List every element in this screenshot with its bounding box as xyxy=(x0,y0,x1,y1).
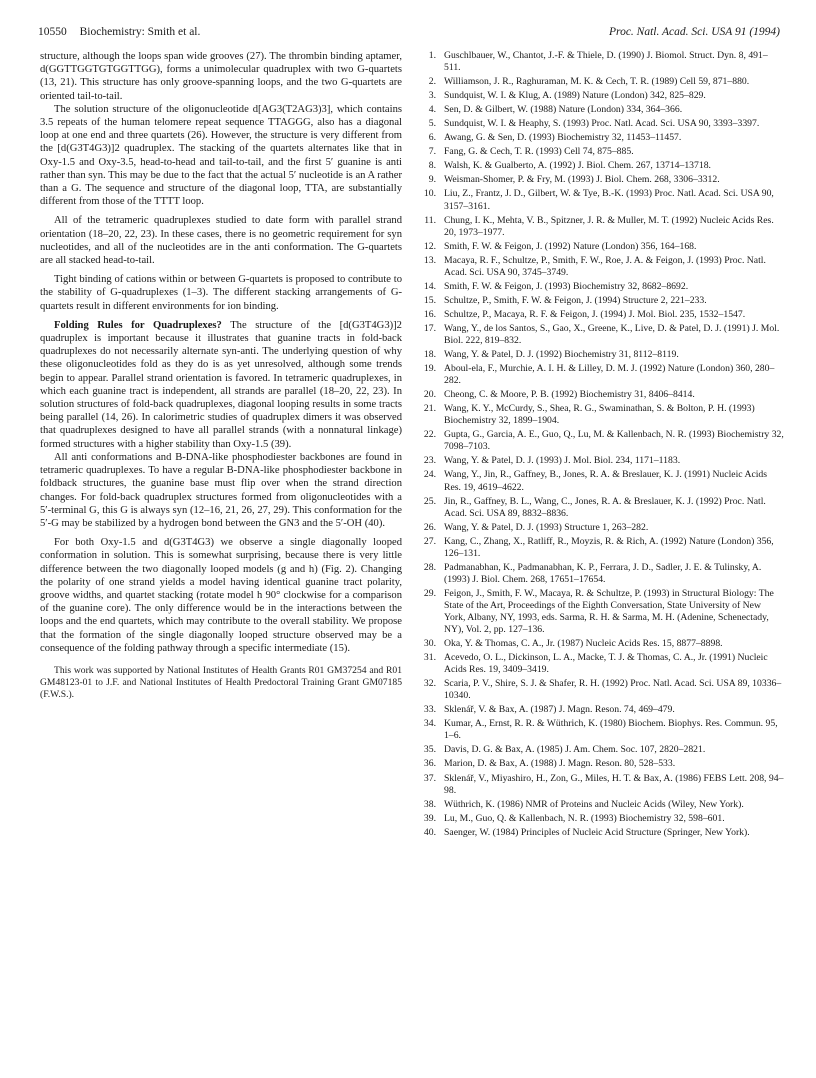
reference-text: Sundquist, W. I. & Heaphy, S. (1993) Proc. Natl. Acad. Sci. USA 90, 3393–3397. xyxy=(444,118,760,130)
paragraph: All anti conformations and B-DNA-like phosphodiester backbones are found in tetrameric quadruplexes. To have a regular B-DNA-like phosphodiester backbone in foldback structures, the guanine base must flip over when the strand direction changes. For fold-back quadruplex structures formed from oligonucleotides with a 5′-terminal G, this G is always syn (12–16, 21, 26, 27, 29). This conformation for the 5′-G may be stabilized by a hydrogen bond between the GN3 and the 5′-OH (40). xyxy=(40,451,402,529)
reference-text: Sklenář, V., Miyashiro, H., Zon, G., Miles, H. T. & Bax, A. (1986) FEBS Lett. 208, 94–98. xyxy=(444,772,784,796)
reference-item xyxy=(418,522,784,534)
reference-text: Smith, F. W. & Feigon, J. (1992) Nature (London) 356, 164–168. xyxy=(444,240,697,252)
header-left xyxy=(38,26,200,38)
reference-item xyxy=(418,718,784,742)
paragraph-text: The structure of the [d(G3T4G3)]2 quadruplex is important because it illustrates that guanine tracts in fold-back quadruplexes do not necessarily alternate syn-anti. The underlying question of why these oligonucleotides fold as they do is as yet unresolved, although some trends begin to appear. Parallel strand orientation is favored. In tetrameric quadruplexes, in which each guanine tract is independent, all strands are parallel (18–20, 22, 23). In solution structures of fold-back quadruplexes, diagonal looping results in some tracts being parallel (14, 26). In calorimetric studies of quadruplex dimers it was observed that quadruplexes designed to have all parallel strands (with a nonnatural linkage) formed structures with a higher stability than Oxy-1.5 (39). xyxy=(40,319,402,450)
reference-number: 5. xyxy=(428,118,436,130)
reference-text: Schultze, P., Smith, F. W. & Feigon, J. (1994) Structure 2, 221–233. xyxy=(444,294,707,306)
reference-item xyxy=(418,389,784,401)
paragraph: structure, although the loops span wide grooves (27). The thrombin binding aptamer, d(GGTTGGTGTGGTTGG), forms a unimolecular quadruplex with two G-quartets (13, 21). This structure has only groove-spanning loops, and the two G-quartets are oriented tail-to-tail. xyxy=(40,51,402,102)
reference-item xyxy=(418,295,784,307)
reference-text: Awang, G. & Sen, D. (1993) Biochemistry 32, 11453–11457. xyxy=(444,132,682,144)
reference-item xyxy=(418,50,784,74)
reference-number: 2. xyxy=(428,76,436,88)
reference-number: 37. xyxy=(423,772,436,784)
reference-text: Saenger, W. (1984) Principles of Nucleic Acid Structure (Springer, New York). xyxy=(444,826,750,838)
reference-item xyxy=(418,281,784,293)
reference-text: Wang, Y. & Patel, D. J. (1992) Biochemistry 31, 8112–8119. xyxy=(444,349,679,361)
reference-text: Feigon, J., Smith, F. W., Macaya, R. & Schultze, P. (1993) in Structural Biology: The State of the Art, Proceedings of the Eighth Conversation, State University of New York, Albany, NY, 1993, eds. Sarma, R. H. & Sarma, M. H. (Adenine, Schenectady, NY), Vol. 2, pp. 127–136. xyxy=(444,587,774,636)
reference-text: Gupta, G., Garcia, A. E., Guo, Q., Lu, M. & Kallenbach, N. R. (1993) Biochemistry 32, 7098–7103. xyxy=(444,429,784,453)
reference-number: 18. xyxy=(423,349,436,361)
reference-text: Kang, C., Zhang, X., Ratliff, R., Moyzis, R. & Rich, A. (1992) Nature (London) 356, 126–131. xyxy=(444,535,774,559)
reference-text: Sen, D. & Gilbert, W. (1988) Nature (London) 334, 364–366. xyxy=(444,104,683,116)
reference-item xyxy=(418,132,784,144)
reference-text: Walsh, K. & Gualberto, A. (1992) J. Biol. Chem. 267, 13714–13718. xyxy=(444,160,711,172)
reference-text: Marion, D. & Bax, A. (1988) J. Magn. Reson. 80, 528–533. xyxy=(444,758,676,770)
paragraph: All of the tetrameric quadruplexes studied to date form with parallel strand orientation (18–20, 22, 23). In these cases, there is no geometric requirement for syn nucleotides, and all of the nucleotides are in the anti conformation. The G-quartets are all stacked head-to-tail. xyxy=(40,215,402,267)
reference-number: 26. xyxy=(423,521,436,533)
reference-item xyxy=(418,188,784,212)
reference-item xyxy=(418,455,784,467)
reference-item xyxy=(418,76,784,88)
reference-text: Sklenář, V. & Bax, A. (1987) J. Magn. Reson. 74, 469–479. xyxy=(444,704,675,716)
reference-number: 34. xyxy=(423,718,436,730)
body-text-column xyxy=(40,50,402,701)
reference-number: 33. xyxy=(423,704,436,716)
reference-item xyxy=(418,363,784,387)
paragraph: Tight binding of cations within or between G-quartets is proposed to contribute to the stability of G-quadruplexes (1–3). The different stacking arrangements of G-quartets result in different environments for ion binding. xyxy=(40,274,402,312)
reference-number: 7. xyxy=(428,146,436,158)
reference-item xyxy=(418,652,784,676)
reference-item xyxy=(418,773,784,797)
reference-number: 36. xyxy=(423,758,436,770)
reference-item xyxy=(418,309,784,321)
reference-item xyxy=(418,255,784,279)
paragraph: The solution structure of the oligonucleotide d[AG3(T2AG3)3], which contains 3.5 repeats of the human telomere repeat sequence TTAGGG, also has a diagonal loop at one end and three quartets (26). However, the structure is very different from the [d(G3T4G3)]2 quadruplex. The stacking of the quartets alternates like that in Oxy-1.5 and Oxy-3.5, head-to-head and tail-to-tail, and the first 5′ guanine is anti rather than syn. This may be due to the fact that the actual 5′ nucleotide is an A rather than a G. The sequence and structure of the diagonal loop, TTA, are substantially different from those of the TTTT loop. xyxy=(40,103,402,208)
acknowledgments: This work was supported by National Institutes of Health Grants R01 GM37254 and R01 GM48123-01 to J.F. and National Institutes of Health Predoctoral Training Grant GM07185 (F.W.S.). xyxy=(40,664,402,700)
reference-item xyxy=(418,403,784,427)
reference-number: 3. xyxy=(428,90,436,102)
reference-number: 13. xyxy=(423,254,436,266)
page-header xyxy=(38,26,780,44)
reference-number: 39. xyxy=(423,812,436,824)
reference-number: 9. xyxy=(428,174,436,186)
reference-text: Acevedo, O. L., Dickinson, L. A., Macke, T. J. & Thomas, C. A., Jr. (1991) Nucleic Acids Res. 19, 3409–3419. xyxy=(444,652,768,676)
reference-number: 20. xyxy=(423,389,436,401)
references-list xyxy=(418,50,784,841)
running-title: Biochemistry: Smith et al. xyxy=(79,26,201,38)
reference-item xyxy=(418,349,784,361)
reference-item xyxy=(418,469,784,493)
reference-number: 30. xyxy=(423,638,436,650)
reference-number: 10. xyxy=(423,188,436,200)
reference-number: 11. xyxy=(424,214,436,226)
page-number: 10550 xyxy=(38,26,67,38)
reference-number: 4. xyxy=(428,104,436,116)
reference-text: Wüthrich, K. (1986) NMR of Proteins and Nucleic Acids (Wiley, New York). xyxy=(444,798,744,810)
reference-item xyxy=(418,799,784,811)
reference-item xyxy=(418,744,784,756)
reference-number: 27. xyxy=(423,535,436,547)
reference-text: Wang, K. Y., McCurdy, S., Shea, R. G., Swaminathan, S. & Bolton, P. H. (1993) Biochemistry 32, 1899–1904. xyxy=(444,403,755,427)
reference-item xyxy=(418,241,784,253)
reference-number: 12. xyxy=(423,240,436,252)
reference-item xyxy=(418,118,784,130)
reference-text: Scaria, P. V., Shire, S. J. & Shafer, R. H. (1992) Proc. Natl. Acad. Sci. USA 89, 10336–10340. xyxy=(444,678,782,702)
reference-item xyxy=(418,638,784,650)
journal-citation: Proc. Natl. Acad. Sci. USA 91 (1994) xyxy=(609,26,780,38)
reference-number: 35. xyxy=(423,744,436,756)
reference-number: 28. xyxy=(423,561,436,573)
reference-number: 31. xyxy=(423,652,436,664)
reference-item xyxy=(418,562,784,586)
reference-number: 1. xyxy=(428,50,436,61)
reference-item xyxy=(418,758,784,770)
reference-text: Macaya, R. F., Schultze, P., Smith, F. W., Roe, J. A. & Feigon, J. (1993) Proc. Natl. Acad. Sci. USA 90, 3745–3749. xyxy=(444,254,766,278)
reference-number: 19. xyxy=(423,363,436,375)
reference-item xyxy=(418,104,784,116)
reference-text: Fang, G. & Cech, T. R. (1993) Cell 74, 875–885. xyxy=(444,146,634,158)
reference-item xyxy=(418,496,784,520)
reference-text: Wang, Y., de los Santos, S., Gao, X., Greene, K., Live, D. & Patel, D. J. (1991) J. Mol. Biol. 222, 819–832. xyxy=(444,322,780,346)
reference-item xyxy=(418,827,784,839)
reference-number: 22. xyxy=(423,429,436,441)
reference-number: 40. xyxy=(423,826,436,838)
reference-text: Aboul-ela, F., Murchie, A. I. H. & Lilley, D. M. J. (1992) Nature (London) 360, 280–282. xyxy=(444,363,775,387)
reference-text: Wang, Y. & Patel, D. J. (1993) Structure 1, 263–282. xyxy=(444,521,649,533)
reference-item xyxy=(418,429,784,453)
reference-text: Davis, D. G. & Bax, A. (1985) J. Am. Chem. Soc. 107, 2820–2821. xyxy=(444,744,706,756)
reference-text: Smith, F. W. & Feigon, J. (1993) Biochemistry 32, 8682–8692. xyxy=(444,280,689,292)
reference-text: Sundquist, W. I. & Klug, A. (1989) Nature (London) 342, 825–829. xyxy=(444,90,706,102)
reference-number: 15. xyxy=(423,294,436,306)
reference-item xyxy=(418,90,784,102)
reference-number: 17. xyxy=(423,322,436,334)
reference-number: 16. xyxy=(423,308,436,320)
reference-item xyxy=(418,536,784,560)
reference-text: Oka, Y. & Thomas, C. A., Jr. (1987) Nucleic Acids Res. 15, 8877–8898. xyxy=(444,638,723,650)
reference-number: 24. xyxy=(423,469,436,481)
paragraph: For both Oxy-1.5 and d(G3T4G3) we observe a single diagonally looped conformation in solution. This is somewhat surprising, because there is very little difference between the two diagonally looped models (g and h) (Fig. 2). Changing the polarity of one strand yields a model having identical guanine tract polarity, groove widths, and quartet stacking (rotate model h 90° clockwise for a comparison of the guanine core). The only difference would be in the interactions between the loops and the end quartets, which may contribute to the overall stability. We propose that the formation of the single diagonally looped structure observed may be a consequence of the folding pathway through a specific intermediate (15). xyxy=(40,537,402,654)
reference-item xyxy=(418,813,784,825)
reference-item xyxy=(418,678,784,702)
reference-item xyxy=(418,588,784,636)
reference-item xyxy=(418,704,784,716)
reference-text: Williamson, J. R., Raghuraman, M. K. & Cech, T. R. (1989) Cell 59, 871–880. xyxy=(444,76,750,88)
reference-number: 6. xyxy=(428,132,436,144)
reference-number: 23. xyxy=(423,455,436,467)
reference-item xyxy=(418,160,784,172)
reference-text: Wang, Y. & Patel, D. J. (1993) J. Mol. Biol. 234, 1171–1183. xyxy=(444,455,681,467)
reference-text: Wang, Y., Jin, R., Gaffney, B., Jones, R. A. & Breslauer, K. J. (1991) Nucleic Acids Res. 19, 4619–4622. xyxy=(444,469,768,493)
reference-item xyxy=(418,323,784,347)
reference-number: 21. xyxy=(423,403,436,415)
reference-text: Chung, I. K., Mehta, V. B., Spitzner, J. R. & Muller, M. T. (1992) Nucleic Acids Res. 20, 1973–1977. xyxy=(444,214,774,238)
reference-text: Guschlbauer, W., Chantot, J.-F. & Thiele, D. (1990) J. Biomol. Struct. Dyn. 8, 491–511. xyxy=(444,50,768,74)
reference-item xyxy=(418,174,784,186)
reference-number: 14. xyxy=(423,280,436,292)
reference-text: Schultze, P., Macaya, R. F. & Feigon, J. (1994) J. Mol. Biol. 235, 1532–1547. xyxy=(444,308,746,320)
reference-number: 25. xyxy=(423,495,436,507)
reference-text: Padmanabhan, K., Padmanabhan, K. P., Ferrara, J. D., Sadler, J. E. & Tulinsky, A. (1993) J. Biol. Chem. 268, 17651–17654. xyxy=(444,561,762,585)
reference-number: 29. xyxy=(423,587,436,599)
reference-text: Liu, Z., Frantz, J. D., Gilbert, W. & Tye, B.-K. (1993) Proc. Natl. Acad. Sci. USA 90, 3157–3161. xyxy=(444,188,774,212)
section-heading: Folding Rules for Quadruplexes? xyxy=(54,319,222,331)
reference-text: Jin, R., Gaffney, B. L., Wang, C., Jones, R. A. & Breslauer, K. J. (1992) Proc. Natl. Acad. Sci. USA 89, 8832–8836. xyxy=(444,495,766,519)
paragraph xyxy=(40,319,402,451)
reference-text: Lu, M., Guo, Q. & Kallenbach, N. R. (1993) Biochemistry 32, 598–601. xyxy=(444,812,725,824)
reference-number: 38. xyxy=(423,798,436,810)
reference-text: Weisman-Shomer, P. & Fry, M. (1993) J. Biol. Chem. 268, 3306–3312. xyxy=(444,174,720,186)
reference-item xyxy=(418,215,784,239)
reference-number: 32. xyxy=(423,678,436,690)
reference-text: Cheong, C. & Moore, P. B. (1992) Biochemistry 31, 8406–8414. xyxy=(444,389,695,401)
reference-text: Kumar, A., Ernst, R. R. & Wüthrich, K. (1980) Biochem. Biophys. Res. Commun. 95, 1–6. xyxy=(444,718,778,742)
reference-item xyxy=(418,146,784,158)
reference-number: 8. xyxy=(428,160,436,172)
